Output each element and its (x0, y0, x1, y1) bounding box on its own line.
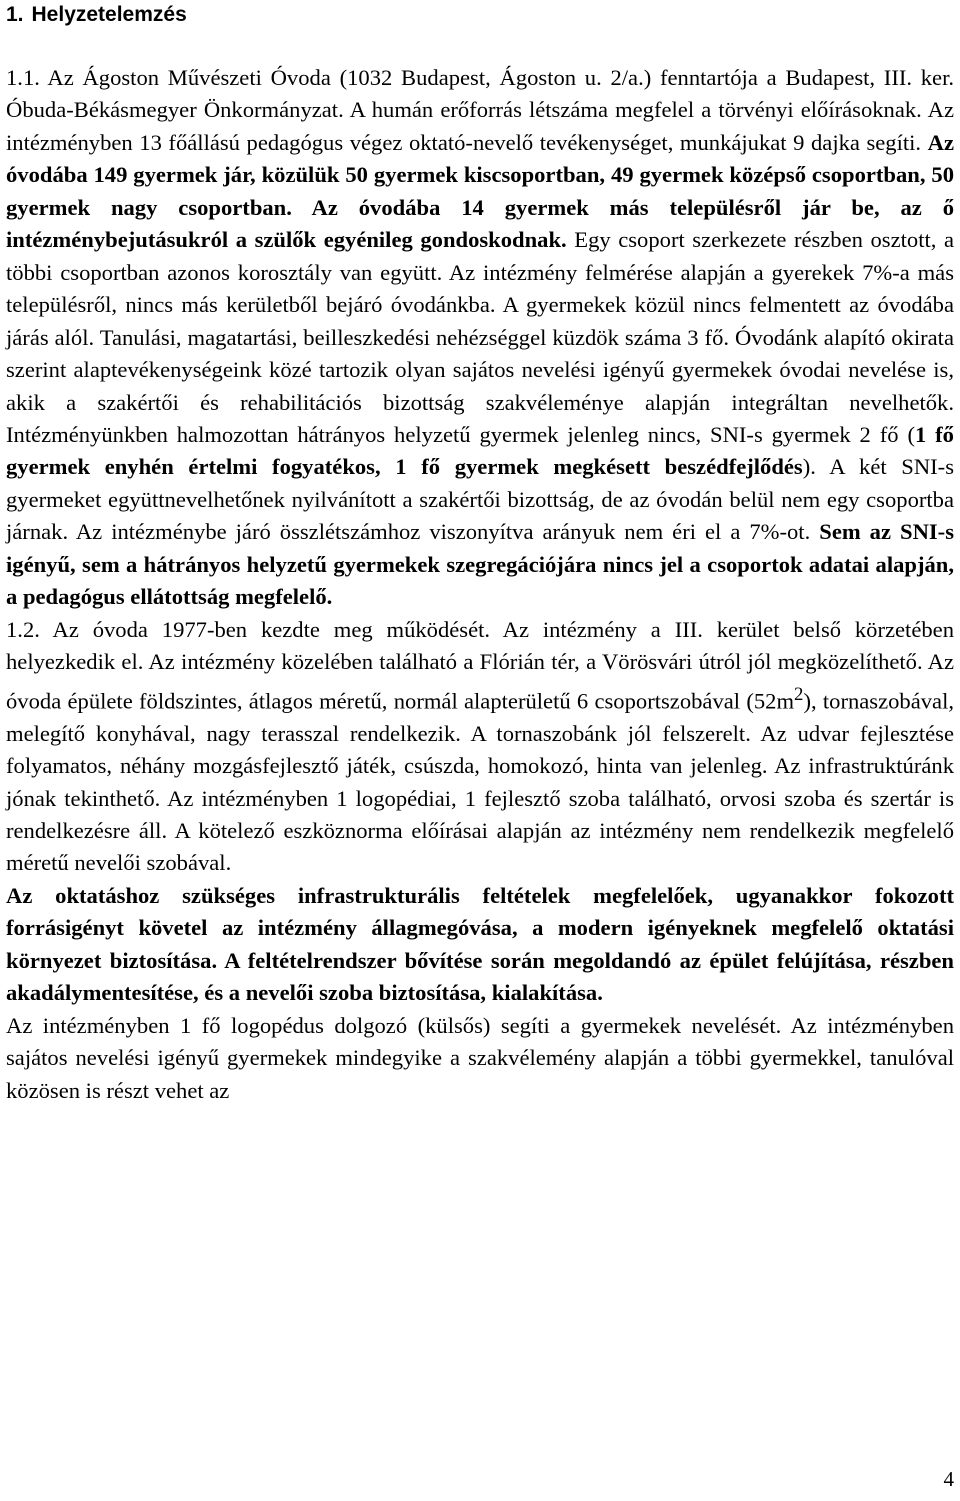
section-heading-title: Helyzetelemzés (31, 3, 187, 26)
section-1-1-text-3: ). A két SNI-s gyermeket együttnevelhetőnek nyilvánított a szakértői bizottság, de az óvodán belül nem egy csoportba járnak. Az intézménybe járó összlétszámhoz viszonyítva arányuk nem éri el a 7%-ot. (6, 454, 954, 545)
section-heading (6, 1, 187, 29)
section-1-2-text-1: Az óvoda 1977-ben kezdte meg működését. Az intézmény a III. kerület belső körzetében helyezkedik el. Az intézmény közelében található a Flórián tér, a Vörösvári útról jól megközelíthető. Az óvoda épülete földszintes, átlagos méretű, normál alapterületű 6 csoportszobával (52m (6, 616, 954, 714)
section-1-1-bold-2: 1 fő gyermek enyhén értelmi fogyatékos, 1 fő gyermek megkésett beszédfejlődés (6, 421, 954, 480)
page-number: 4 (943, 1467, 954, 1491)
section-1-1-bold-1: Az óvodába 149 gyermek jár, közülük 50 gyermek kiscsoportban, 49 gyermek középső csoportban, 50 gyermek nagy csoportban. Az óvodába 14 gyermek más településről jár be, az ő intézménybejutásukról a szülők egyénileg gondoskodnak. (6, 129, 954, 253)
section-heading-number: 1. (6, 3, 24, 26)
section-1-1-bold-3: Sem az SNI-s igényű, sem a hátrányos helyzetű gyermekek szegregációjára nincs jel a csoportok adatai alapján, a pedagógus ellátottság megfelelő. (6, 519, 954, 610)
section-1-2-bold-1: Az oktatáshoz szükséges infrastrukturális feltételek megfelelőek, ugyanakkor fokozott forrásigényt követel az intézmény állagmegóvása, a modern igényeknek megfelelő oktatási környezet biztosítása. A feltételrendszer bővítése során megoldandó az épület felújítása, részben akadálymentesítése, és a nevelői szoba biztosítása, kialakítása. (6, 882, 954, 1006)
section-1-2-text-3: Az intézményben 1 fő logopédus dolgozó (külsős) segíti a gyermekek nevelését. Az intézményben sajátos nevelési igényű gyermekek mindegyike a szakvélemény alapján a többi gyermekkel, tanulóval közösen is részt vehet az (6, 1012, 954, 1103)
section-1-1-text-1: Az Ágoston Művészeti Óvoda (1032 Budapest, Ágoston u. 2/a.) fenntartója a Budapest, III. ker. Óbuda-Békásmegyer Önkormányzat. A humán erőforrás létszáma megfelel a törvényi előírásoknak. Az intézményben 13 főállású pedagógus végez oktató-nevelő tevékenységet, munkájukat 9 dajka segíti. (6, 65, 955, 155)
section-1-1-text-2: Egy csoport szerkezete részben osztott, a többi csoportban azonos korosztály van együtt. Az intézmény felmérése alapján a gyerekek 7%-a más településről, nincs más kerületből bejáró óvodánkba. A gyermekek közül nincs felmentett az óvodába járás alól. Tanulási, magatartási, beilleszkedési nehézséggel küzdök száma 3 fő. Óvodánk alapító okirata szerint alaptevékenységeink közé tartozik olyan sajátos nevelési igényű gyermekek óvodai nevelése is, akik a szakértői és rehabilitációs bizottság szakvéleménye alapján integráltan nevelhetők. Intézményünkben halmozottan hátrányos helyzetű gyermek jelenleg nincs, SNI-s gyermek 2 fő ( (6, 227, 954, 447)
section-1-2-text-2: ), tornaszobával, melegítő konyhával, nagy terasszal rendelkezik. A tornaszobánk jól felszerelt. Az udvar fejlesztése folyamatos, néhány mozgásfejlesztő játék, csúszda, homokozó, hinta van jelenleg. Az infrastruktúránk jónak tekinthető. Az intézményben 1 logopédiai, 1 fejlesztő szoba található, orvosi szoba és szertár is rendelkezésre áll. A kötelező eszköznorma előírásai alapján az intézmény nem rendelkezik megfelelő méretű nevelői szobával. (6, 688, 955, 876)
section-1-2-number: 1.2. (6, 616, 40, 642)
document-body (6, 62, 954, 1107)
superscript-two: 2 (794, 683, 804, 705)
section-1-1-number: 1.1. (6, 65, 40, 90)
